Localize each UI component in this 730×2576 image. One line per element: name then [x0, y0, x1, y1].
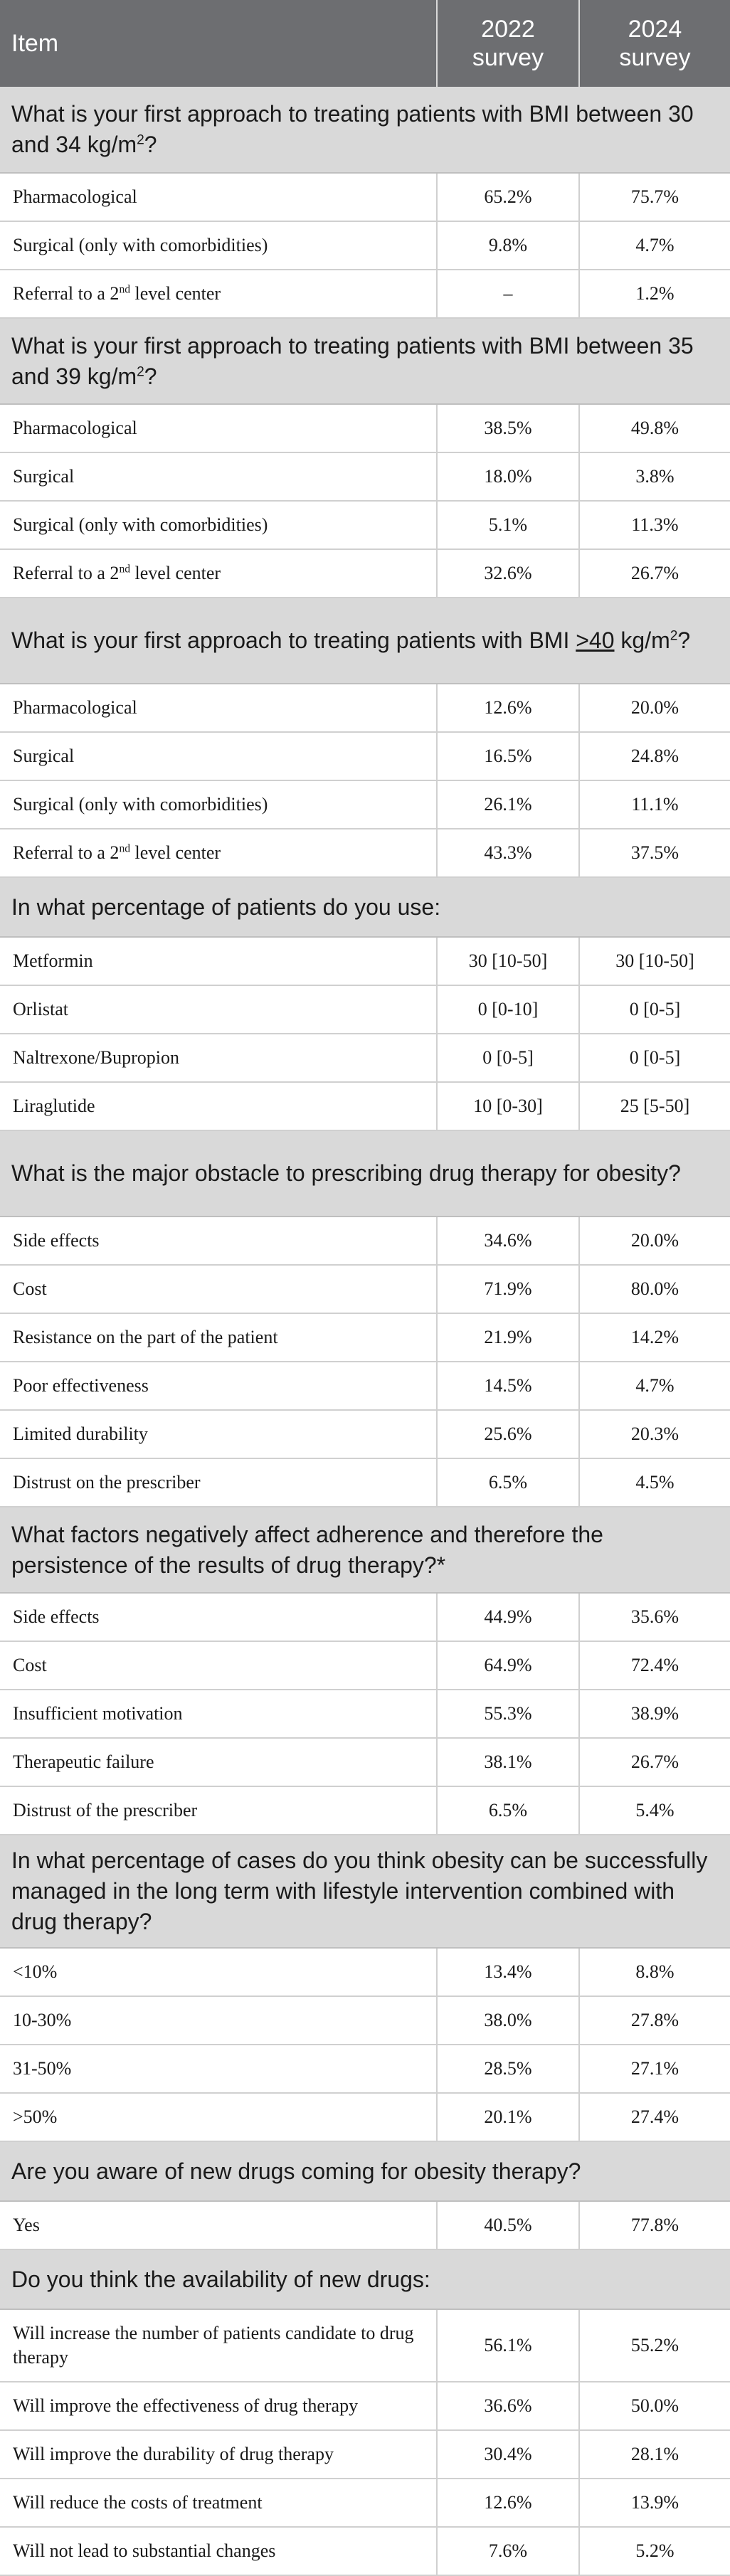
section-header-awareness-new-drugs — [0, 2141, 730, 2201]
section-header-major-obstacle — [0, 1130, 730, 1217]
value-2022: 10 [0-30] — [437, 1082, 579, 1130]
header-2024-year: 2024 — [628, 16, 682, 43]
table-row — [0, 173, 730, 221]
value-2022: 9.8% — [437, 221, 579, 270]
table-row — [0, 732, 730, 780]
question-text: What is the major obstacle to prescribing drug therapy for obesity? — [0, 1130, 730, 1217]
question-part: ? — [144, 363, 157, 389]
value-2022: 44.9% — [437, 1593, 579, 1641]
value-2024: 28.1% — [579, 2430, 730, 2479]
question-part: What is your first approach to treating patients with BMI — [11, 627, 576, 653]
value-2024: 24.8% — [579, 732, 730, 780]
value-2022: 12.6% — [437, 2479, 579, 2527]
row-label — [0, 270, 437, 318]
question-text: What factors negatively affect adherence and therefore the persistence of the results of drug therapy?* — [0, 1507, 730, 1593]
table-row — [0, 1458, 730, 1507]
table-row — [0, 221, 730, 270]
section-header-bmi-40-plus — [0, 598, 730, 684]
value-2022: 26.1% — [437, 780, 579, 829]
value-2022: 43.3% — [437, 829, 579, 877]
value-2024: 38.9% — [579, 1690, 730, 1738]
value-2024: 1.2% — [579, 270, 730, 318]
value-2024: 49.8% — [579, 404, 730, 452]
value-2024: 50.0% — [579, 2382, 730, 2430]
question-text: In what percentage of patients do you use: — [0, 877, 730, 937]
value-2024: 14.2% — [579, 1313, 730, 1362]
value-2024: 20.3% — [579, 1410, 730, 1458]
value-2024: 13.9% — [579, 2479, 730, 2527]
table-row — [0, 1738, 730, 1786]
value-2024: 27.1% — [579, 2045, 730, 2093]
value-2022: 20.1% — [437, 2093, 579, 2141]
table-row — [0, 1410, 730, 1458]
value-2024: 26.7% — [579, 549, 730, 598]
table-row — [0, 2045, 730, 2093]
row-label: Limited durability — [0, 1410, 437, 1458]
value-2024: 4.7% — [579, 1362, 730, 1410]
header-2024-survey — [579, 0, 730, 87]
superscript: 2 — [670, 628, 678, 644]
header-2024-label: survey — [619, 44, 691, 71]
value-2024: 11.3% — [579, 501, 730, 549]
table-header — [0, 0, 730, 87]
question-part: ? — [677, 627, 691, 653]
table-row — [0, 1362, 730, 1410]
question-part: What is your first approach to treating patients with BMI between 35 and 39 kg/m — [11, 332, 694, 389]
row-label — [0, 549, 437, 598]
question-text — [0, 598, 730, 684]
table-row — [0, 404, 730, 452]
value-2024: 0 [0-5] — [579, 985, 730, 1034]
value-2024: 11.1% — [579, 780, 730, 829]
row-label: Orlistat — [0, 985, 437, 1034]
question-text: In what percentage of cases do you think obesity can be successfully managed in the long term with lifestyle intervention combined with drug therapy? — [0, 1835, 730, 1948]
value-2022: 38.1% — [437, 1738, 579, 1786]
value-2024: 20.0% — [579, 1217, 730, 1265]
value-2022: 13.4% — [437, 1948, 579, 1996]
value-2024: 55.2% — [579, 2309, 730, 2382]
row-label: 31-50% — [0, 2045, 437, 2093]
bmi-threshold: >40 — [576, 627, 615, 653]
value-2022: 18.0% — [437, 452, 579, 501]
table-row — [0, 684, 730, 732]
value-2024: 37.5% — [579, 829, 730, 877]
value-2022: 55.3% — [437, 1690, 579, 1738]
value-2024: 80.0% — [579, 1265, 730, 1313]
value-2024: 27.8% — [579, 1996, 730, 2045]
table-row — [0, 1690, 730, 1738]
value-2022: 6.5% — [437, 1786, 579, 1835]
table-row — [0, 2527, 730, 2575]
value-2022: 16.5% — [437, 732, 579, 780]
value-2022: 25.6% — [437, 1410, 579, 1458]
row-label: Will reduce the costs of treatment — [0, 2479, 437, 2527]
table-row — [0, 1034, 730, 1082]
row-label: Surgical (only with comorbidities) — [0, 221, 437, 270]
value-2024: 20.0% — [579, 684, 730, 732]
value-2024: 30 [10-50] — [579, 937, 730, 985]
question-text: Are you aware of new drugs coming for obesity therapy? — [0, 2141, 730, 2201]
value-2022: 34.6% — [437, 1217, 579, 1265]
row-label: Side effects — [0, 1217, 437, 1265]
row-label: Metformin — [0, 937, 437, 985]
table-row — [0, 937, 730, 985]
question-part: What is your first approach to treating patients with BMI between 30 and 34 kg/m — [11, 101, 694, 157]
row-label: Surgical (only with comorbidities) — [0, 501, 437, 549]
value-2022: 12.6% — [437, 684, 579, 732]
value-2022: 14.5% — [437, 1362, 579, 1410]
table-row — [0, 549, 730, 598]
table-row — [0, 2201, 730, 2249]
row-label: Liraglutide — [0, 1082, 437, 1130]
value-2022: – — [437, 270, 579, 318]
label-part: Referral to a 2 — [13, 563, 120, 583]
row-label: Cost — [0, 1265, 437, 1313]
row-label: Pharmacological — [0, 404, 437, 452]
value-2024: 3.8% — [579, 452, 730, 501]
section-header-bmi-35-39 — [0, 318, 730, 404]
value-2022: 21.9% — [437, 1313, 579, 1362]
row-label: Will improve the durability of drug therapy — [0, 2430, 437, 2479]
value-2024: 5.2% — [579, 2527, 730, 2575]
row-label: Distrust on the prescriber — [0, 1458, 437, 1507]
row-label: Surgical — [0, 732, 437, 780]
header-2022-label: survey — [472, 44, 544, 71]
header-2022-year: 2022 — [481, 16, 535, 43]
section-header-bmi-30-34 — [0, 87, 730, 173]
label-part: level center — [130, 563, 221, 583]
table-row — [0, 1996, 730, 2045]
superscript: nd — [119, 563, 131, 576]
row-label: Will not lead to substantial changes — [0, 2527, 437, 2575]
table-row — [0, 501, 730, 549]
table-row — [0, 1217, 730, 1265]
section-header-new-drugs-availability — [0, 2249, 730, 2309]
row-label: Poor effectiveness — [0, 1362, 437, 1410]
value-2024: 4.7% — [579, 221, 730, 270]
row-label: Will improve the effectiveness of drug therapy — [0, 2382, 437, 2430]
superscript: 2 — [137, 132, 144, 148]
header-2022-survey — [437, 0, 579, 87]
table-row — [0, 1786, 730, 1835]
value-2024: 35.6% — [579, 1593, 730, 1641]
table-row — [0, 1948, 730, 1996]
question-text — [0, 318, 730, 404]
table-row — [0, 2430, 730, 2479]
value-2022: 0 [0-5] — [437, 1034, 579, 1082]
superscript: nd — [119, 283, 131, 296]
row-label: Side effects — [0, 1593, 437, 1641]
label-part: Referral to a 2 — [13, 283, 120, 304]
table-row — [0, 1593, 730, 1641]
row-label: <10% — [0, 1948, 437, 1996]
table-row — [0, 985, 730, 1034]
label-part: level center — [130, 842, 221, 863]
value-2022: 36.6% — [437, 2382, 579, 2430]
table-row — [0, 1313, 730, 1362]
value-2022: 56.1% — [437, 2309, 579, 2382]
table-row — [0, 452, 730, 501]
superscript: 2 — [137, 364, 144, 379]
row-label: Cost — [0, 1641, 437, 1690]
table-row — [0, 270, 730, 318]
value-2022: 38.0% — [437, 1996, 579, 2045]
row-label: Resistance on the part of the patient — [0, 1313, 437, 1362]
value-2022: 71.9% — [437, 1265, 579, 1313]
value-2022: 30.4% — [437, 2430, 579, 2479]
value-2024: 27.4% — [579, 2093, 730, 2141]
value-2024: 8.8% — [579, 1948, 730, 1996]
row-label: Pharmacological — [0, 173, 437, 221]
section-header-adherence-factors — [0, 1507, 730, 1593]
value-2022: 38.5% — [437, 404, 579, 452]
value-2024: 77.8% — [579, 2201, 730, 2249]
section-header-drug-usage — [0, 877, 730, 937]
table-row — [0, 1265, 730, 1313]
row-label: Surgical (only with comorbidities) — [0, 780, 437, 829]
question-text: Do you think the availability of new drugs: — [0, 2249, 730, 2309]
value-2024: 0 [0-5] — [579, 1034, 730, 1082]
header-item: Item — [0, 0, 437, 87]
value-2022: 0 [0-10] — [437, 985, 579, 1034]
value-2022: 6.5% — [437, 1458, 579, 1507]
superscript: nd — [119, 842, 131, 855]
question-text — [0, 87, 730, 173]
value-2022: 64.9% — [437, 1641, 579, 1690]
row-label: Will increase the number of patients candidate to drug therapy — [0, 2309, 437, 2382]
row-label: Pharmacological — [0, 684, 437, 732]
value-2022: 40.5% — [437, 2201, 579, 2249]
question-part: ? — [144, 132, 157, 157]
value-2022: 65.2% — [437, 173, 579, 221]
table-row — [0, 1082, 730, 1130]
table-row — [0, 2382, 730, 2430]
label-part: Referral to a 2 — [13, 842, 120, 863]
table-row — [0, 829, 730, 877]
value-2024: 25 [5-50] — [579, 1082, 730, 1130]
table-row — [0, 1641, 730, 1690]
table-row — [0, 2479, 730, 2527]
section-header-long-term-management — [0, 1835, 730, 1948]
row-label: Yes — [0, 2201, 437, 2249]
table-row — [0, 2093, 730, 2141]
value-2024: 72.4% — [579, 1641, 730, 1690]
table-row — [0, 2309, 730, 2382]
label-part: level center — [130, 283, 221, 304]
row-label: Naltrexone/Bupropion — [0, 1034, 437, 1082]
row-label: Therapeutic failure — [0, 1738, 437, 1786]
row-label: >50% — [0, 2093, 437, 2141]
value-2022: 5.1% — [437, 501, 579, 549]
table-row — [0, 780, 730, 829]
row-label: 10-30% — [0, 1996, 437, 2045]
row-label: Distrust of the prescriber — [0, 1786, 437, 1835]
value-2022: 7.6% — [437, 2527, 579, 2575]
value-2022: 32.6% — [437, 549, 579, 598]
row-label: Insufficient motivation — [0, 1690, 437, 1738]
value-2022: 28.5% — [437, 2045, 579, 2093]
value-2024: 75.7% — [579, 173, 730, 221]
question-part: kg/m — [614, 627, 670, 653]
value-2024: 5.4% — [579, 1786, 730, 1835]
value-2024: 4.5% — [579, 1458, 730, 1507]
value-2024: 26.7% — [579, 1738, 730, 1786]
row-label — [0, 829, 437, 877]
value-2022: 30 [10-50] — [437, 937, 579, 985]
row-label: Surgical — [0, 452, 437, 501]
